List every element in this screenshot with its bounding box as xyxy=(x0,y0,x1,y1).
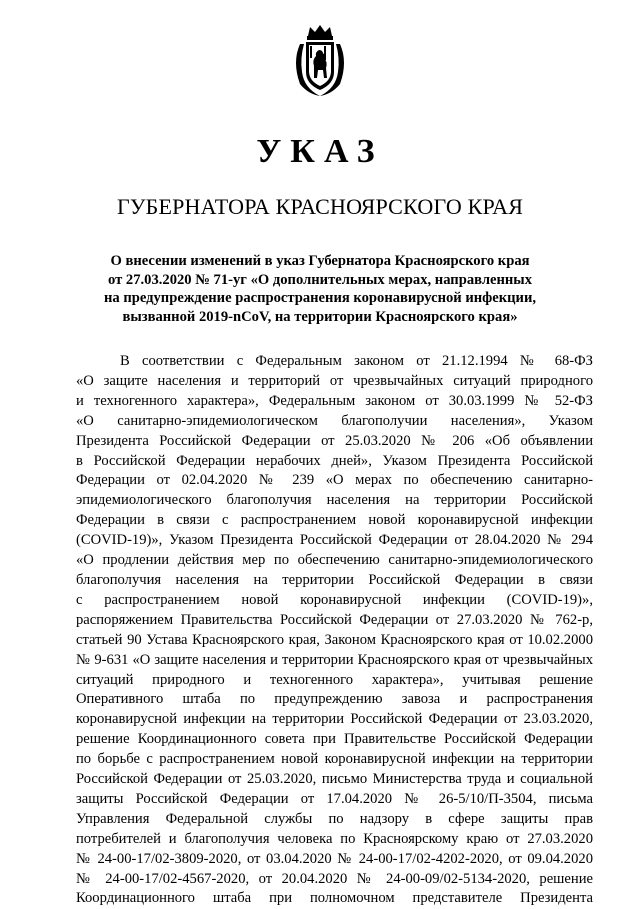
body-line: В соответствии с Федеральным законом от 21.12.1994 № 68-ФЗ xyxy=(120,353,593,369)
body-line: в Российской Федерации нерабочих дней», Указом Президента Российской xyxy=(76,452,593,469)
document-body xyxy=(76,352,593,909)
document-issuer: ГУБЕРНАТОРА КРАСНОЯРСКОГО КРАЯ xyxy=(116,194,524,219)
heading-line: О внесении изменений в указ Губернатора Красноярского края xyxy=(110,253,530,269)
document-title: УКАЗ xyxy=(256,133,384,170)
body-line: ситуаций природного и техногенного характера», учитывая решение xyxy=(76,671,593,688)
body-line: Оперативного штаба по предупреждению завоза и распространения xyxy=(76,691,593,708)
body-line: «О защите населения и территорий от чрезвычайных ситуаций природного xyxy=(76,372,593,389)
body-line: с распространением новой коронавирусной инфекции (COVID-19)», xyxy=(76,591,593,608)
body-line: потребителей и благополучия человека по Красноярскому краю от 27.03.2020 xyxy=(76,830,593,847)
body-line: благополучия населения на территории Российской Федерации в связи xyxy=(76,571,593,588)
body-line: (COVID-19)», Указом Президента Российской Федерации от 28.04.2020 № 294 xyxy=(76,532,593,549)
body-line: коронавирусной инфекции на территории Российской Федерации от 23.03.2020, xyxy=(76,711,593,728)
body-line: распоряжением Правительства Российской Федерации от 27.03.2020 № 762-р, xyxy=(76,611,593,628)
body-line: Управления Федеральной службы по надзору в сфере защиты прав xyxy=(76,810,593,827)
body-line: Координационного штаба при полномочном представителе Президента xyxy=(76,890,593,907)
heading-line: от 27.03.2020 № 71-уг «О дополнительных мерах, направленных xyxy=(108,271,532,288)
body-line: решение Координационного совета при Правительстве Российской Федерации xyxy=(76,731,593,748)
body-line: и техногенного характера», Федеральным законом от 30.03.1999 № 52-ФЗ xyxy=(76,392,593,409)
heading-line: вызванной 2019-nCoV, на территории Красноярского края» xyxy=(122,308,518,325)
body-line: защиты Российской Федерации от 17.04.2020 № 26-5/10/П-3504, письма xyxy=(76,790,593,807)
document-heading xyxy=(70,252,570,326)
body-line: № 24-00-17/02-4567-2020, от 20.04.2020 № 24-00-09/02-5134-2020, решение xyxy=(76,870,593,887)
body-line: статьей 90 Устава Красноярского края, Законом Красноярского края от 10.02.2000 xyxy=(76,631,593,648)
body-line: Федерации в связи с распространением новой коронавирусной инфекции xyxy=(76,512,593,529)
body-line: № 9-631 «О защите населения и территории Красноярского края от чрезвычайных xyxy=(76,651,593,668)
body-line: № 24-00-17/02-3809-2020, от 03.04.2020 № 24-00-17/02-4202-2020, от 09.04.2020 xyxy=(76,850,593,867)
body-line: Федерации от 02.04.2020 № 239 «О мерах по обеспечению санитарно- xyxy=(76,472,593,489)
body-line: Российской Федерации от 25.03.2020, письмо Министерства труда и социальной xyxy=(76,771,593,788)
body-line: по борьбе с распространением новой коронавирусной инфекции на территории xyxy=(76,751,593,768)
body-line: «О санитарно-эпидемиологическом благополучии населения», Указом xyxy=(76,412,593,429)
heading-line: на предупреждение распространения коронавирусной инфекции, xyxy=(103,290,537,307)
body-line: «О продлении действия мер по обеспечению санитарно-эпидемиологического xyxy=(76,552,593,569)
body-line: Президента Российской Федерации от 25.03.2020 № 206 «Об объявлении xyxy=(76,432,593,449)
body-line: эпидемиологического благополучия населения на территории Российской xyxy=(76,492,593,509)
coat-of-arms-icon xyxy=(290,22,350,100)
